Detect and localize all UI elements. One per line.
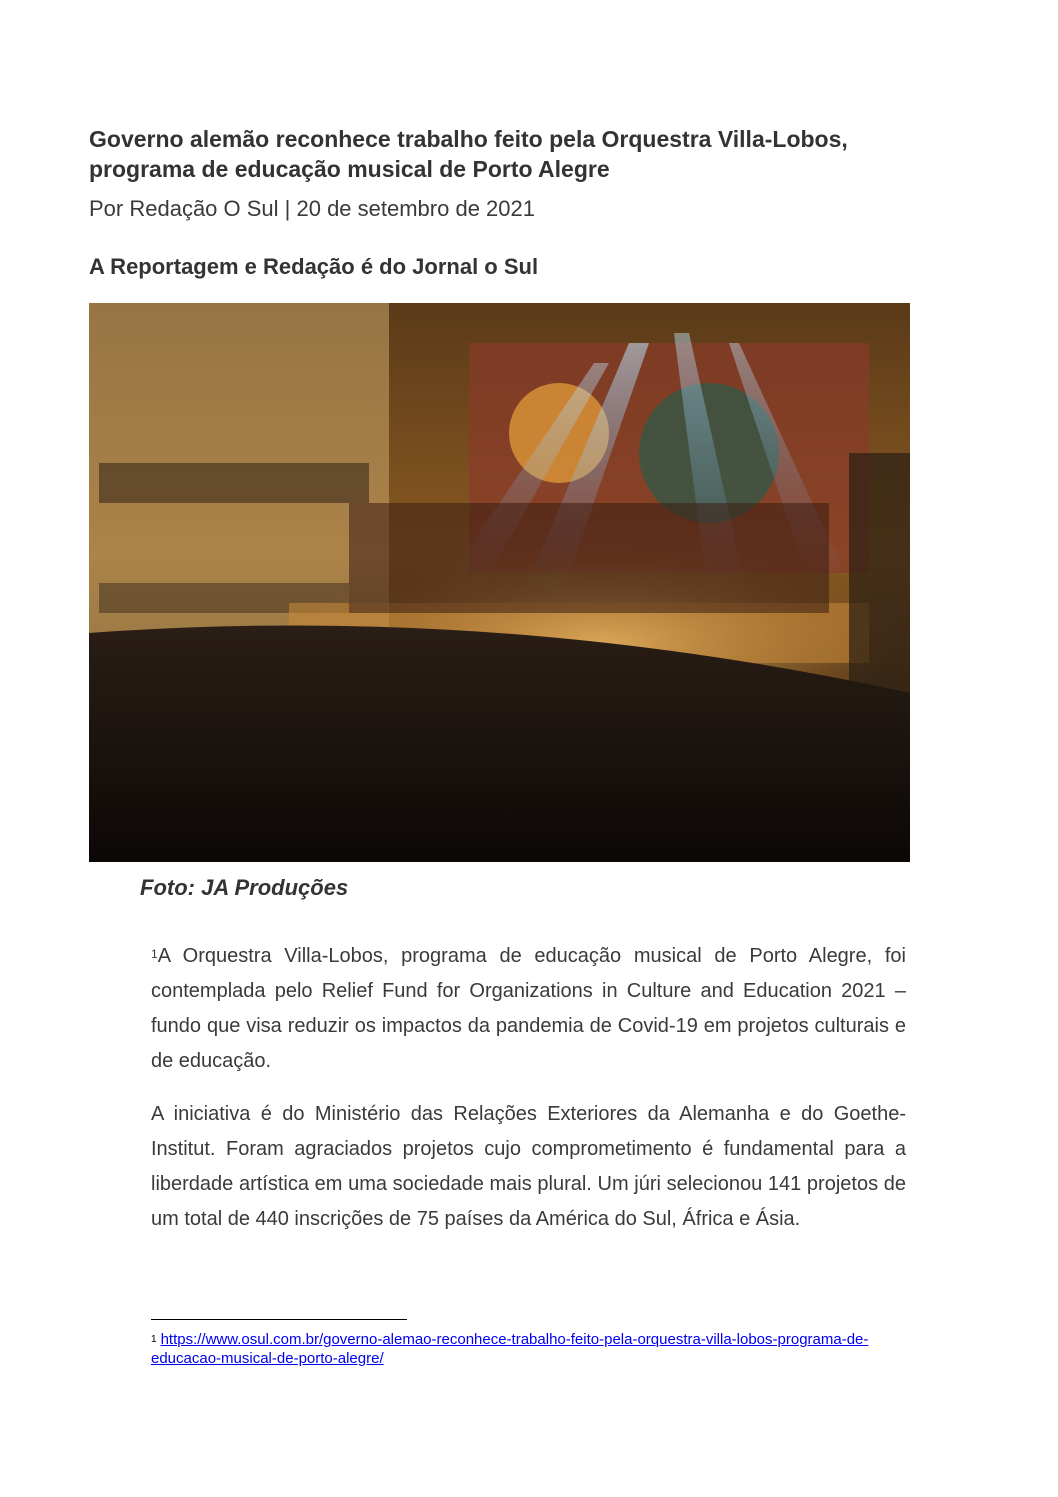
footnote-reference[interactable]: 1 <box>151 947 158 961</box>
article-title: Governo alemão reconhece trabalho feito pela Orquestra Villa-Lobos, programa de educação musical de Porto Alegre <box>89 126 848 182</box>
paragraph-1 <box>151 939 906 1079</box>
concert-photo <box>89 303 910 862</box>
article-subheading: A Reportagem e Redação é do Jornal o Sul <box>89 254 539 279</box>
paragraph-2: A iniciativa é do Ministério das Relações Exteriores da Alemanha e do Goethe-Institut. Foram agraciados projetos cujo comprometimento é fundamental para a liberdade artística em uma sociedade mais plural. Um júri selecionou 141 projetos de um total de 440 inscrições de 75 países da América do Sul, África e Ásia. <box>151 1103 906 1230</box>
footnote-divider <box>151 1319 407 1320</box>
photo-caption: Foto: JA Produções <box>140 875 349 900</box>
footnote-marker: 1 <box>151 1334 157 1345</box>
source-link[interactable]: https://www.osul.com.br/governo-alemao-reconhece-trabalho-feito-pela-orquestra-villa-lobos-programa-de-educacao-musical-de-porto-alegre/ <box>151 1331 869 1367</box>
article-byline: Por Redação O Sul | 20 de setembro de 2021 <box>89 196 535 221</box>
footnote <box>151 1330 911 1368</box>
paragraph-1-text: A Orquestra Villa-Lobos, programa de educação musical de Porto Alegre, foi contemplada pelo Relief Fund for Organizations in Culture and Education 2021 – fundo que visa reduzir os impactos da pandemia de Covid-19 em projetos culturais e de educação. <box>151 945 906 1072</box>
